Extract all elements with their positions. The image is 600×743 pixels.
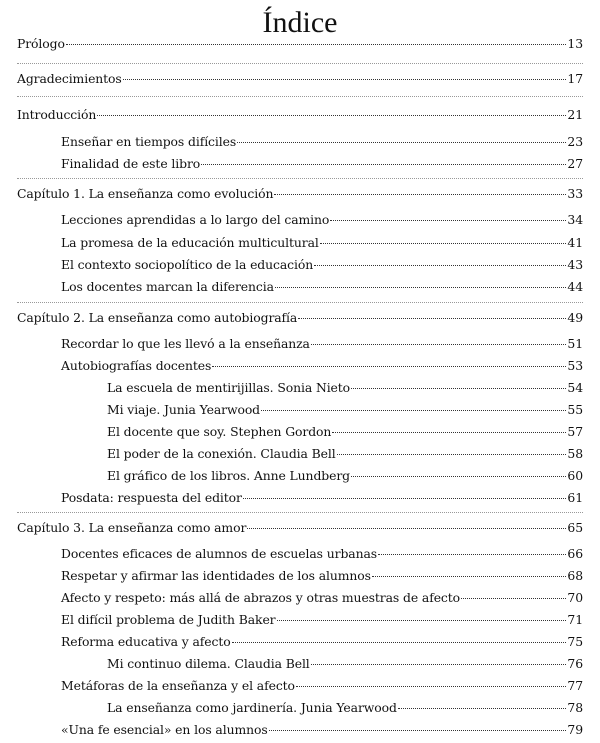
toc-entry-page: 68 [567,568,583,583]
toc-entry-text: Afecto y respeto: más allá de abrazos y otras muestras de afecto [61,590,461,605]
toc-entry[interactable] [107,423,583,441]
dot-leader [351,388,566,389]
dot-leader [243,498,567,499]
dot-leader [311,344,567,345]
dot-leader [237,142,566,143]
toc-entry-page: 66 [567,546,583,561]
dot-leader [277,620,567,621]
toc-entry-text: El poder de la conexión. Claudia Bell [107,446,336,461]
dot-leader [269,730,567,731]
dot-leader [398,708,567,709]
toc-entry[interactable] [61,567,583,585]
toc-entry-text: La escuela de mentirijillas. Sonia Nieto [107,380,351,395]
toc-entry[interactable] [61,611,583,629]
page-title: Índice [262,6,338,39]
toc-entry-text: La enseñanza como jardinería. Junia Yearwood [107,700,397,715]
toc-entry-page: 33 [567,186,583,201]
toc-entry-page: 55 [567,402,583,417]
toc-entry-page: 77 [567,678,583,693]
toc-entry-page: 79 [567,722,583,737]
toc-entry[interactable] [61,677,583,695]
toc-entry-page: 54 [567,380,583,395]
toc-entry[interactable] [61,489,583,507]
dot-leader [232,642,567,643]
dot-leader [311,664,567,665]
toc-entry-capitulo-3[interactable] [17,519,583,537]
toc-entry[interactable] [107,445,583,463]
toc-entry-page: 21 [567,107,583,122]
toc-entry-text: Agradecimientos [17,71,122,86]
toc-entry-page: 49 [567,310,583,325]
toc-entry-page: 34 [567,212,583,227]
section-divider [17,178,583,179]
toc-entry-text: Recordar lo que les llevó a la enseñanza [61,336,310,351]
toc-entry-page: 76 [567,656,583,671]
toc-entry-text: Reforma educativa y afecto [61,634,231,649]
toc-entry[interactable] [107,401,583,419]
toc-entry-text: Posdata: respuesta del editor [61,490,242,505]
toc-entry[interactable] [107,699,583,717]
toc-entry[interactable] [61,278,583,296]
toc-entry[interactable] [61,211,583,229]
toc-entry-text: Los docentes marcan la diferencia [61,279,274,294]
toc-entry-text: El docente que soy. Stephen Gordon [107,424,332,439]
toc-entry[interactable] [61,133,583,151]
dot-leader [261,410,566,411]
toc-entry-text: Mi viaje. Junia Yearwood [107,402,261,417]
toc-entry-page: 58 [567,446,583,461]
toc-entry-text: Capítulo 2. La enseñanza como autobiografía [17,310,298,325]
toc-entry[interactable] [61,256,583,274]
toc-entry-introduccion[interactable] [17,106,583,124]
toc-entry-text: La promesa de la educación multicultural [61,235,319,250]
toc-entry-page: 70 [567,590,583,605]
dot-leader [298,318,566,319]
dot-leader [372,576,567,577]
toc-entry-text: «Una fe esencial» en los alumnos [61,722,268,737]
section-divider [17,96,583,97]
toc-entry-text: Autobiografías docentes [61,358,212,373]
toc-entry-page: 27 [567,156,583,171]
toc-entry-page: 57 [567,424,583,439]
toc-entry-page: 17 [567,71,583,86]
dot-leader [201,164,566,165]
toc-entry-page: 78 [567,700,583,715]
toc-entry-text: Capítulo 1. La enseñanza como evolución [17,186,274,201]
toc-entry-page: 13 [567,36,583,51]
toc-entry-page: 53 [567,358,583,373]
toc-entry-text: Prólogo [17,36,65,51]
toc-entry-text: Lecciones aprendidas a lo largo del camino [61,212,330,227]
dot-leader [337,454,567,455]
dot-leader [330,220,566,221]
dot-leader [274,194,566,195]
toc-entry-page: 61 [567,490,583,505]
toc-entry-text: El gráfico de los libros. Anne Lundberg [107,468,350,483]
toc-entry-page: 51 [567,336,583,351]
toc-entry-page: 65 [567,520,583,535]
dot-leader [351,476,566,477]
toc-entry-agradecimientos[interactable] [17,70,583,88]
toc-entry-text: Capítulo 3. La enseñanza como amor [17,520,247,535]
toc-entry[interactable] [61,234,583,252]
section-divider [17,63,583,64]
toc-entry[interactable] [61,589,583,607]
toc-entry-text: Introducción [17,107,97,122]
toc-entry-page: 43 [567,257,583,272]
toc-entry[interactable] [61,357,583,375]
toc-entry-page: 71 [567,612,583,627]
toc-entry-text: El contexto sociopolítico de la educación [61,257,314,272]
toc-entry[interactable] [107,655,583,673]
section-divider [17,302,583,303]
toc-entry[interactable] [107,379,583,397]
toc-entry-text: Finalidad de este libro [61,156,201,171]
toc-entry-page: 60 [567,468,583,483]
toc-entry-text: Enseñar en tiempos difíciles [61,134,237,149]
dot-leader [97,115,566,116]
toc-entry-page: 44 [567,279,583,294]
dot-leader [332,432,566,433]
toc-entry-capitulo-2[interactable] [17,309,583,327]
toc-entry-page: 23 [567,134,583,149]
toc-entry-prologo[interactable] [17,35,583,53]
dot-leader [314,265,566,266]
toc-entry-page: 41 [567,235,583,250]
toc-entry[interactable] [107,467,583,485]
dot-leader [296,686,567,687]
dot-leader [66,44,567,45]
dot-leader [123,79,567,80]
toc-entry[interactable] [61,721,583,739]
toc-entry-page: 75 [567,634,583,649]
toc-entry-text: Docentes eficaces de alumnos de escuelas urbanas [61,546,377,561]
dot-leader [320,243,567,244]
dot-leader [212,366,566,367]
toc-entry-text: Metáforas de la enseñanza y el afecto [61,678,295,693]
toc-entry-text: Mi continuo dilema. Claudia Bell [107,656,310,671]
toc-entry-capitulo-1[interactable] [17,185,583,203]
toc-entry-text: El difícil problema de Judith Baker [61,612,276,627]
dot-leader [461,598,566,599]
dot-leader [275,287,567,288]
toc-entry[interactable] [61,335,583,353]
dot-leader [247,528,566,529]
toc-entry[interactable] [61,155,583,173]
toc-entry-text: Respetar y afirmar las identidades de los alumnos [61,568,371,583]
dot-leader [378,554,566,555]
toc-entry[interactable] [61,545,583,563]
toc-entry[interactable] [61,633,583,651]
section-divider [17,512,583,513]
